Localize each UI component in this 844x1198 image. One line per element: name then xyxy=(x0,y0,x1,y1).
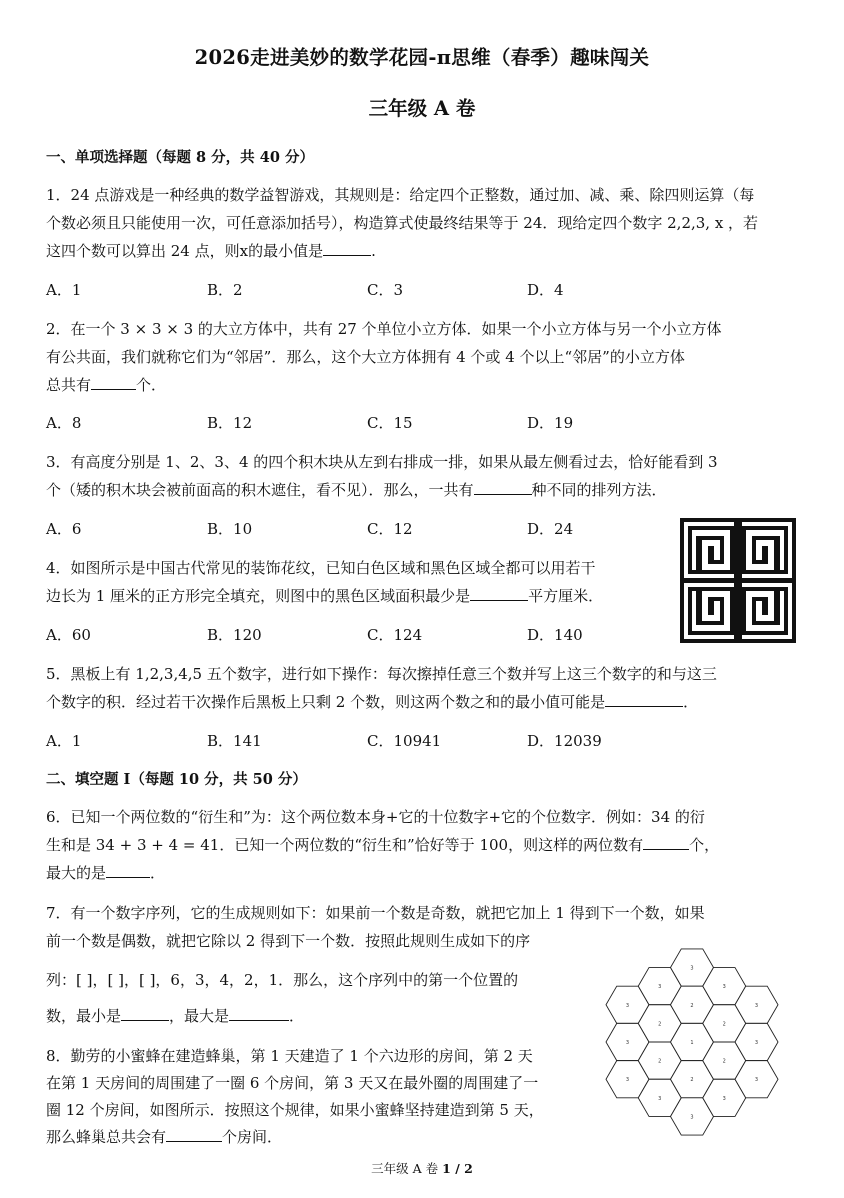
q7-line-4: 数，最小是 ，最大是 ． xyxy=(46,1007,305,1025)
answer-blank xyxy=(166,1127,222,1142)
hex-cell-label: 3 xyxy=(625,1077,630,1084)
fret-pattern-figure xyxy=(680,518,796,643)
hex-cell-label: 3 xyxy=(754,1002,759,1009)
q4-option-b: B．120 xyxy=(207,626,262,644)
q1-option-a: A．1 xyxy=(46,281,82,299)
hex-cell-label: 3 xyxy=(754,1040,759,1046)
q1-option-c: C．3 xyxy=(367,281,404,299)
q5-option-d: D．12039 xyxy=(527,732,602,750)
q8-line-4: 那么蜂巢总共会有 个房间． xyxy=(46,1128,283,1146)
q6-line-1: 6．已知一个两位数的“衍生和”为：这个两位数本身+它的十位数字+它的个位数字．例如：34 的衍 xyxy=(46,808,705,826)
q1-line-1: 1．24 点游戏是一种经典的数学益智游戏，其规则是：给定四个正整数，通过加、减、乘、除四则运算（每 xyxy=(46,186,755,204)
hex-cell-label: 3 xyxy=(722,1095,726,1102)
hex-cell-label: 3 xyxy=(625,1040,630,1046)
q5-option-c: C．10941 xyxy=(367,732,442,750)
hex-cell-label: 3 xyxy=(722,984,726,991)
q6-line-2: 生和是 34 + 3 + 4 = 41．已知一个两位数的“衍生和”恰好等于 100，则这样的两位数有 个， xyxy=(46,836,720,854)
answer-blank xyxy=(474,480,532,495)
page-subtitle: 三年级 A 卷 xyxy=(368,97,476,120)
q1-option-b: B．2 xyxy=(207,281,243,299)
answer-blank xyxy=(470,586,528,601)
q8-line-3: 圈 12 个房间，如图所示．按照这个规律，如果小蜜蜂坚持建造到第 5 天， xyxy=(46,1101,544,1119)
q3-option-a: A．6 xyxy=(46,520,82,538)
hex-cell-label: 3 xyxy=(658,1095,662,1102)
q3-option-d: D．24 xyxy=(527,520,574,538)
q1-line-2: 个数必须且只能使用一次，可任意添加括号），构造算式使最终结果等于 24．现给定四个数字 2,2,3, x ，若 xyxy=(46,214,759,232)
q5-option-b: B．141 xyxy=(207,732,262,750)
q2-line-2: 有公共面，我们就称它们为“邻居”．那么，这个大立方体拥有 4 个或 4 个以上“邻居”的小立方体 xyxy=(46,348,685,366)
answer-blank xyxy=(121,1006,169,1021)
q7-line-2: 前一个数是偶数，就把它除以 2 得到下一个数．按照此规则生成如下的序 xyxy=(46,932,531,950)
q4-option-d: D．140 xyxy=(527,626,583,644)
q2-option-a: A．8 xyxy=(46,414,82,432)
hex-cell-label: 2 xyxy=(722,1058,726,1065)
q3-line-1: 3．有高度分别是 1、2、3、4 的四个积木块从左到右排成一排，如果从最左侧看过去，恰好能看到 3 xyxy=(46,453,718,471)
q7-line-3: 列：[ ]，[ ]，[ ]，6，3，4，2，1．那么，这个序列中的第一个位置的 xyxy=(46,971,519,989)
q4-option-a: A．60 xyxy=(46,626,91,644)
hex-cell-label: 3 xyxy=(754,1077,759,1084)
answer-blank xyxy=(229,1006,289,1021)
hex-cell-label: 2 xyxy=(690,1002,694,1009)
q4-option-c: C．124 xyxy=(367,626,423,644)
hex-cell-label: 1 xyxy=(690,1040,694,1046)
answer-blank xyxy=(643,835,689,850)
hex-cell-label: 3 xyxy=(690,965,694,972)
section-heading-fill: 二、填空题 I（每题 10 分，共 50 分） xyxy=(46,771,307,788)
q8-line-2: 在第 1 天房间的周围建了一圈 6 个房间，第 3 天又在最外圈的周围建了一 xyxy=(46,1074,539,1092)
answer-blank xyxy=(91,375,136,390)
q2-option-c: C．15 xyxy=(367,414,413,432)
answer-blank xyxy=(106,863,150,878)
q4-line-2: 边长为 1 厘米的正方形完全填充，则图中的黑色区域面积最少是 平方厘米． xyxy=(46,587,604,605)
page-title: 2026走进美妙的数学花园-π思维（春季）趣味闯关 xyxy=(194,46,650,69)
q3-option-b: B．10 xyxy=(207,520,253,538)
hex-cell-label: 3 xyxy=(690,1114,694,1121)
hex-cell-label: 2 xyxy=(658,1021,662,1028)
hex-cell-label: 2 xyxy=(690,1077,694,1084)
q2-option-b: B．12 xyxy=(207,414,253,432)
q1-option-d: D．4 xyxy=(527,281,564,299)
q5-line-2: 个数字的积．经过若干次操作后黑板上只剩 2 个数，则这两个数之和的最小值可能是 ． xyxy=(46,693,699,711)
q3-option-c: C．12 xyxy=(367,520,413,538)
answer-blank xyxy=(323,241,371,256)
hex-cell-label: 2 xyxy=(722,1021,726,1028)
q2-line-1: 2．在一个 3 × 3 × 3 的大立方体中，共有 27 个单位小立方体．如果一个小立方体与另一个小立方体 xyxy=(46,320,722,338)
q2-option-d: D．19 xyxy=(527,414,574,432)
honeycomb-figure xyxy=(592,938,792,1146)
q4-line-1: 4．如图所示是中国古代常见的装饰花纹，已知白色区域和黑色区域全都可以用若干 xyxy=(46,559,596,577)
answer-blank xyxy=(605,692,683,707)
q1-line-3: 这四个数可以算出 24 点，则x的最小值是 . xyxy=(46,242,376,260)
q8-line-1: 8．勤劳的小蜜蜂在建造蜂巢，第 1 天建造了 1 个六边形的房间，第 2 天 xyxy=(46,1047,533,1065)
hex-cell-label: 3 xyxy=(625,1002,630,1009)
page-footer: 三年级 A 卷 1 / 2 xyxy=(371,1161,473,1176)
q7-line-1: 7．有一个数字序列，它的生成规则如下：如果前一个数是奇数，就把它加上 1 得到下一个数，如果 xyxy=(46,904,705,922)
q2-line-3: 总共有 个． xyxy=(46,376,167,394)
hex-cell-label: 3 xyxy=(658,984,662,991)
q6-line-3: 最大的是 ． xyxy=(46,864,166,882)
q5-line-1: 5．黑板上有 1,2,3,4,5 五个数字，进行如下操作：每次擦掉任意三个数并写上这三个数字的和与这三 xyxy=(46,665,717,683)
section-heading-choice: 一、单项选择题（每题 8 分，共 40 分） xyxy=(46,149,314,166)
q5-option-a: A．1 xyxy=(46,732,82,750)
hex-cell-label: 2 xyxy=(658,1058,662,1065)
q3-line-2: 个（矮的积木块会被前面高的积木遮住，看不见）．那么，一共有 种不同的排列方法． xyxy=(46,481,667,499)
